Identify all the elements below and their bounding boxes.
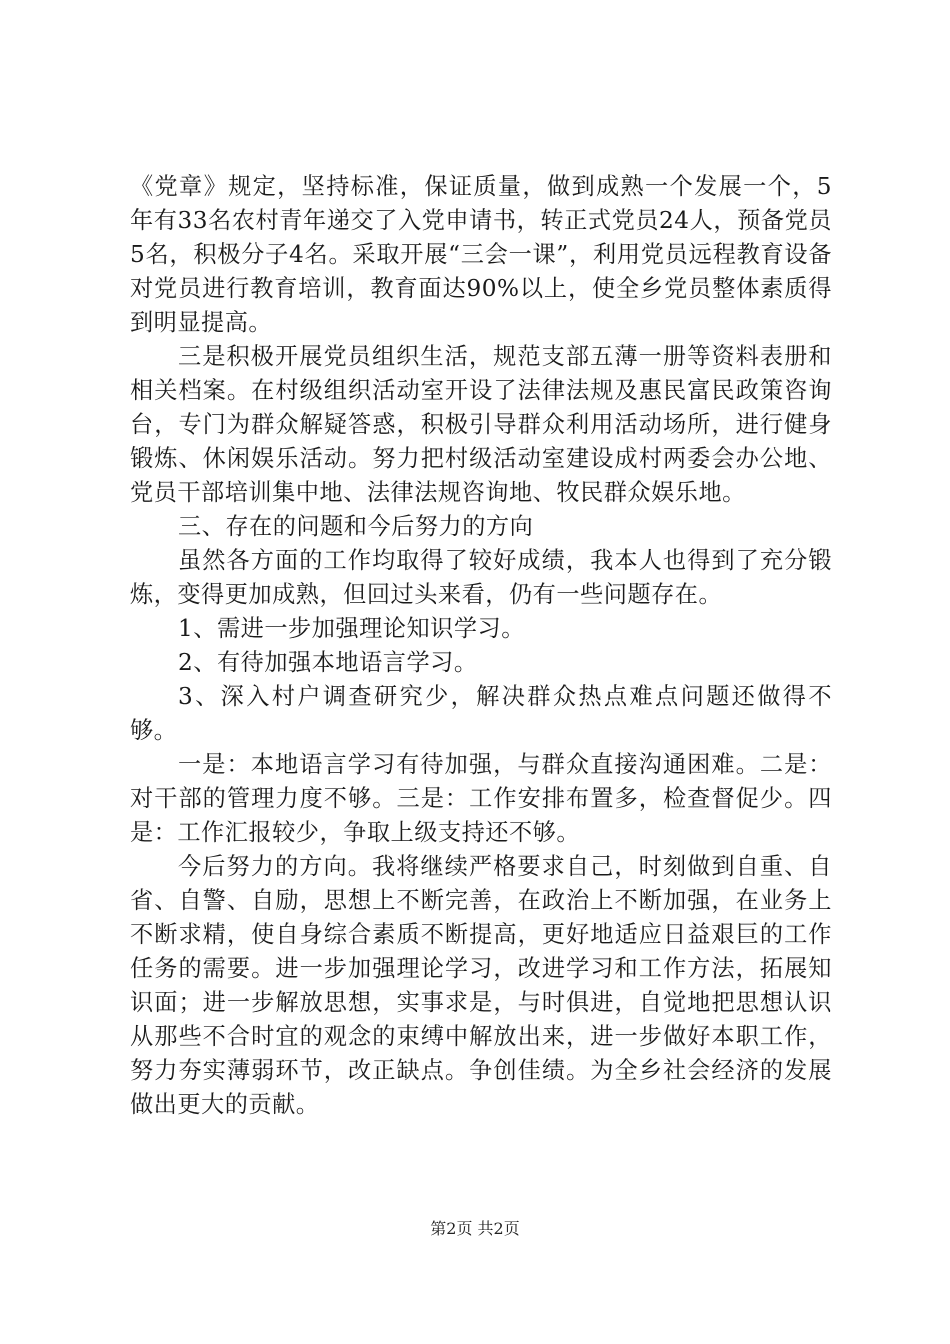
paragraph-organization-life: 三是积极开展党员组织生活，规范支部五薄一册等资料表册和相关档案。在村级组织活动室开设了法律法规及惠民富民政策咨询台，专门为群众解疑答惑，积极引导群众利用活动场所，进行健身锻炼、休闲娱乐活动。努力把村级活动室建设成村两委会办公地、党员干部培训集中地、法律法规咨询地、牧民群众娱乐地。 <box>130 343 832 506</box>
page-number-footer: 第2页 共2页 <box>430 1219 520 1238</box>
list-item-village-research: 3、深入村户调查研究少，解决群众热点难点问题还做得不够。 <box>130 683 832 744</box>
list-item-local-language: 2、有待加强本地语言学习。 <box>178 649 478 676</box>
paragraph-problems-intro: 虽然各方面的工作均取得了较好成绩，我本人也得到了充分锻炼，变得更加成熟，但回过头来看，仍有一些问题存在。 <box>130 547 832 608</box>
document-body <box>130 170 832 1122</box>
paragraph-shortcomings: 一是：本地语言学习有待加强，与群众直接沟通困难。二是：对干部的管理力度不够。三是：工作安排布置多，检查督促少。四是：工作汇报较少，争取上级支持还不够。 <box>130 751 832 846</box>
section-heading-problems-and-direction: 三、存在的问题和今后努力的方向 <box>178 513 534 540</box>
list-item-theory-study: 1、需进一步加强理论知识学习。 <box>178 615 525 642</box>
paragraph-future-direction: 今后努力的方向。我将继续严格要求自己，时刻做到自重、自省、自警、自励，思想上不断完善，在政治上不断加强，在业务上不断求精，使自身综合素质不断提高，更好地适应日益艰巨的工作任务的需要。进一步加强理论学习，改进学习和工作方法，拓展知识面；进一步解放思想，实事求是，与时俱进，自觉地把思想认识从那些不合时宜的观念的束缚中解放出来，进一步做好本职工作，努力夯实薄弱环节，改正缺点。争创佳绩。为全乡社会经济的发展做出更大的贡献。 <box>130 853 832 1118</box>
paragraph-party-member-development: 《党章》规定，坚持标准，保证质量，做到成熟一个发展一个，5年有33名农村青年递交了入党申请书，转正式党员24人，预备党员5名，积极分子4名。采取开展“三会一课”，利用党员远程教育设备对党员进行教育培训，教育面达90%以上，使全乡党员整体素质得到明显提高。 <box>130 173 832 336</box>
